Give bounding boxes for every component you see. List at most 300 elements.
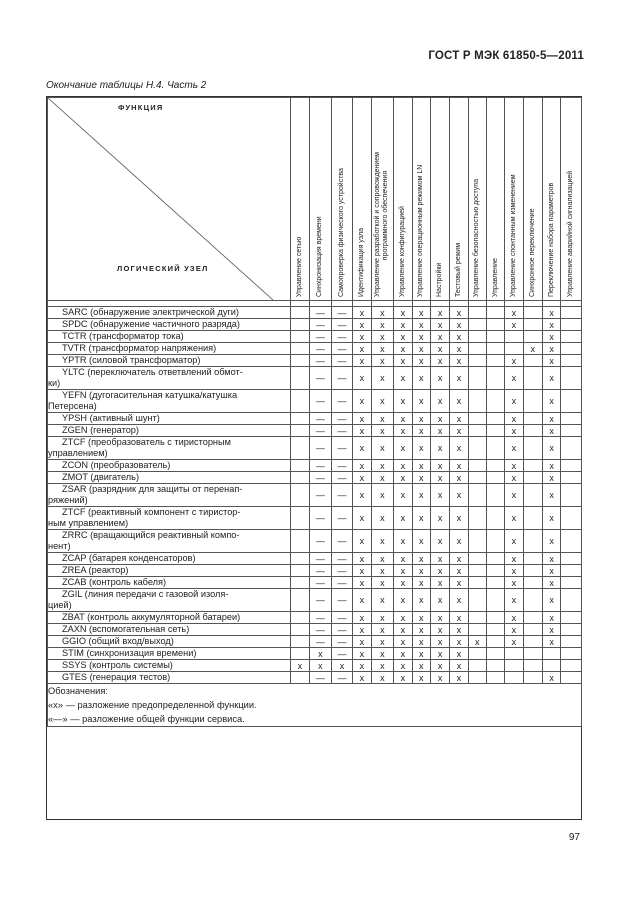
matrix-cell bbox=[468, 484, 486, 507]
logical-node-name bbox=[48, 577, 291, 589]
matrix-cell: x bbox=[412, 413, 430, 425]
matrix-cell: — bbox=[331, 589, 353, 612]
matrix-cell bbox=[561, 390, 582, 413]
matrix-cell: x bbox=[450, 355, 468, 367]
matrix-cell: x bbox=[543, 413, 561, 425]
matrix-cell: — bbox=[331, 307, 353, 319]
table-row bbox=[48, 413, 582, 425]
logical-node-name-line: ZGIL (линия передачи с газовой изоля- bbox=[62, 589, 229, 599]
matrix-cell: x bbox=[371, 472, 394, 484]
table-row bbox=[48, 343, 582, 355]
matrix-cell: x bbox=[394, 648, 412, 660]
matrix-cell: x bbox=[353, 565, 371, 577]
matrix-cell: x bbox=[371, 343, 394, 355]
matrix-cell: x bbox=[450, 460, 468, 472]
matrix-cell: x bbox=[430, 589, 449, 612]
matrix-cell: x bbox=[523, 343, 542, 355]
matrix-cell: x bbox=[543, 367, 561, 390]
matrix-cell: x bbox=[505, 589, 523, 612]
matrix-cell: x bbox=[505, 577, 523, 589]
matrix-cell: x bbox=[450, 331, 468, 343]
matrix-cell bbox=[468, 413, 486, 425]
matrix-cell: x bbox=[412, 425, 430, 437]
matrix-cell: — bbox=[310, 612, 332, 624]
matrix-cell: x bbox=[412, 648, 430, 660]
matrix-cell bbox=[543, 648, 561, 660]
matrix-cell: x bbox=[450, 413, 468, 425]
matrix-cell: x bbox=[394, 472, 412, 484]
matrix-cell bbox=[523, 413, 542, 425]
logical-node-name bbox=[48, 624, 291, 636]
matrix-cell bbox=[486, 331, 504, 343]
table-row bbox=[48, 648, 582, 660]
column-header-label: Управление сетью bbox=[295, 236, 303, 297]
matrix-cell bbox=[523, 660, 542, 672]
matrix-cell bbox=[561, 636, 582, 648]
column-header-label: Управление безопасностью доступа bbox=[473, 179, 481, 297]
logical-node-name-line: SPDC (обнаружение частичного разряда) bbox=[62, 319, 240, 329]
matrix-cell bbox=[486, 589, 504, 612]
matrix-cell: x bbox=[543, 307, 561, 319]
matrix-cell: x bbox=[430, 425, 449, 437]
matrix-cell: x bbox=[394, 530, 412, 553]
matrix-cell: — bbox=[310, 413, 332, 425]
matrix-cell bbox=[543, 660, 561, 672]
matrix-cell bbox=[523, 624, 542, 636]
matrix-cell: x bbox=[505, 507, 523, 530]
matrix-cell: x bbox=[394, 577, 412, 589]
matrix-cell bbox=[523, 553, 542, 565]
matrix-cell: x bbox=[394, 367, 412, 390]
matrix-cell bbox=[523, 460, 542, 472]
matrix-cell: x bbox=[412, 589, 430, 612]
column-header bbox=[430, 98, 449, 301]
matrix-cell bbox=[561, 553, 582, 565]
matrix-cell: x bbox=[371, 636, 394, 648]
logical-node-name bbox=[48, 307, 291, 319]
matrix-cell: x bbox=[412, 484, 430, 507]
table-row bbox=[48, 307, 582, 319]
matrix-cell bbox=[468, 660, 486, 672]
matrix-cell: x bbox=[505, 390, 523, 413]
matrix-cell: x bbox=[430, 437, 449, 460]
logical-node-name-line: YPTR (силовой трансформатор) bbox=[62, 355, 201, 365]
table-row bbox=[48, 553, 582, 565]
matrix-cell: x bbox=[505, 484, 523, 507]
logical-node-name bbox=[48, 612, 291, 624]
matrix-cell: x bbox=[450, 660, 468, 672]
matrix-cell: x bbox=[394, 425, 412, 437]
matrix-cell bbox=[561, 367, 582, 390]
matrix-cell bbox=[561, 319, 582, 331]
matrix-cell: x bbox=[353, 648, 371, 660]
matrix-cell: x bbox=[394, 319, 412, 331]
matrix-cell: x bbox=[430, 307, 449, 319]
matrix-cell: — bbox=[310, 624, 332, 636]
matrix-cell: — bbox=[310, 367, 332, 390]
matrix-cell: x bbox=[353, 437, 371, 460]
matrix-cell bbox=[468, 425, 486, 437]
matrix-cell: x bbox=[412, 672, 430, 684]
notes-row bbox=[48, 684, 582, 727]
legend-notes bbox=[48, 684, 582, 727]
matrix-cell: x bbox=[505, 612, 523, 624]
logical-node-name-line: ки) bbox=[48, 378, 61, 388]
matrix-cell bbox=[505, 648, 523, 660]
logical-node-name-line: цией) bbox=[48, 600, 72, 610]
matrix-cell: — bbox=[310, 484, 332, 507]
matrix-cell: x bbox=[505, 319, 523, 331]
matrix-cell: — bbox=[310, 577, 332, 589]
matrix-cell bbox=[486, 484, 504, 507]
logical-node-name bbox=[48, 319, 291, 331]
matrix-cell: x bbox=[430, 331, 449, 343]
logical-node-name bbox=[48, 437, 291, 460]
matrix-cell: x bbox=[430, 660, 449, 672]
matrix-cell: x bbox=[371, 648, 394, 660]
matrix-cell: x bbox=[412, 530, 430, 553]
logical-node-name bbox=[48, 553, 291, 565]
matrix-cell: — bbox=[331, 612, 353, 624]
matrix-cell bbox=[486, 460, 504, 472]
matrix-cell bbox=[561, 589, 582, 612]
logical-node-name bbox=[48, 648, 291, 660]
matrix-cell bbox=[523, 355, 542, 367]
matrix-cell: x bbox=[394, 331, 412, 343]
matrix-cell bbox=[468, 553, 486, 565]
matrix-cell: x bbox=[353, 624, 371, 636]
logical-node-name bbox=[48, 672, 291, 684]
matrix-cell bbox=[468, 460, 486, 472]
matrix-cell: — bbox=[310, 589, 332, 612]
logical-node-name-line: YLTC (переключатель ответвлений обмот- bbox=[62, 367, 243, 377]
matrix-cell: — bbox=[331, 343, 353, 355]
table-row bbox=[48, 355, 582, 367]
matrix-cell bbox=[290, 307, 309, 319]
matrix-cell: x bbox=[371, 355, 394, 367]
matrix-cell: x bbox=[505, 355, 523, 367]
matrix-cell: x bbox=[450, 636, 468, 648]
table-row bbox=[48, 472, 582, 484]
matrix-cell: x bbox=[505, 307, 523, 319]
matrix-cell: x bbox=[543, 553, 561, 565]
logical-node-name bbox=[48, 565, 291, 577]
matrix-cell bbox=[561, 624, 582, 636]
matrix-cell: x bbox=[450, 390, 468, 413]
matrix-cell bbox=[523, 307, 542, 319]
matrix-cell: x bbox=[412, 612, 430, 624]
matrix-cell bbox=[523, 577, 542, 589]
matrix-cell: x bbox=[450, 425, 468, 437]
matrix-cell: x bbox=[371, 672, 394, 684]
matrix-cell bbox=[468, 648, 486, 660]
matrix-cell bbox=[290, 319, 309, 331]
logical-node-name-line: ZCON (преобразователь) bbox=[62, 460, 171, 470]
matrix-cell bbox=[290, 636, 309, 648]
matrix-cell bbox=[290, 437, 309, 460]
matrix-cell: — bbox=[310, 343, 332, 355]
matrix-cell: x bbox=[430, 472, 449, 484]
matrix-cell bbox=[290, 460, 309, 472]
table-row bbox=[48, 367, 582, 390]
matrix-cell bbox=[561, 355, 582, 367]
table-row bbox=[48, 589, 582, 612]
table-corner-header bbox=[48, 98, 291, 301]
logical-node-name bbox=[48, 530, 291, 553]
table-row bbox=[48, 507, 582, 530]
matrix-cell: x bbox=[412, 437, 430, 460]
logical-node-name-line: нент) bbox=[48, 541, 71, 551]
column-header-label: Настройки bbox=[436, 262, 444, 297]
matrix-cell bbox=[290, 624, 309, 636]
matrix-cell bbox=[523, 648, 542, 660]
matrix-cell bbox=[290, 672, 309, 684]
column-header bbox=[290, 98, 309, 301]
matrix-cell: x bbox=[430, 355, 449, 367]
matrix-cell: — bbox=[310, 319, 332, 331]
column-header bbox=[412, 98, 430, 301]
matrix-cell: — bbox=[331, 565, 353, 577]
matrix-cell bbox=[523, 484, 542, 507]
matrix-cell: x bbox=[412, 660, 430, 672]
logical-node-name-line: YPSH (активный шунт) bbox=[62, 413, 160, 423]
matrix-cell bbox=[468, 624, 486, 636]
matrix-cell bbox=[505, 331, 523, 343]
logical-node-name-line: SSYS (контроль системы) bbox=[62, 660, 173, 670]
matrix-cell bbox=[468, 565, 486, 577]
matrix-cell: x bbox=[394, 660, 412, 672]
matrix-cell bbox=[468, 577, 486, 589]
matrix-cell bbox=[486, 660, 504, 672]
matrix-cell: x bbox=[371, 319, 394, 331]
logical-node-name bbox=[48, 636, 291, 648]
matrix-cell bbox=[561, 343, 582, 355]
table-row bbox=[48, 624, 582, 636]
matrix-cell bbox=[486, 624, 504, 636]
matrix-cell: x bbox=[430, 612, 449, 624]
matrix-cell bbox=[486, 636, 504, 648]
matrix-cell: x bbox=[430, 530, 449, 553]
matrix-cell bbox=[561, 660, 582, 672]
matrix-cell bbox=[468, 331, 486, 343]
logical-node-name-line: ZCAB (контроль кабеля) bbox=[62, 577, 167, 587]
matrix-cell: x bbox=[430, 636, 449, 648]
matrix-cell: x bbox=[394, 413, 412, 425]
matrix-cell: x bbox=[430, 672, 449, 684]
matrix-cell: — bbox=[310, 636, 332, 648]
matrix-cell: x bbox=[450, 672, 468, 684]
matrix-cell: x bbox=[353, 553, 371, 565]
logical-node-name-line: ZTCF (преобразователь с тиристорным bbox=[62, 437, 231, 447]
matrix-cell: — bbox=[331, 355, 353, 367]
matrix-cell bbox=[468, 589, 486, 612]
matrix-cell: x bbox=[412, 624, 430, 636]
matrix-cell: x bbox=[412, 553, 430, 565]
matrix-cell: — bbox=[331, 484, 353, 507]
column-header bbox=[450, 98, 468, 301]
matrix-cell: — bbox=[331, 367, 353, 390]
matrix-cell bbox=[505, 672, 523, 684]
matrix-cell: x bbox=[412, 343, 430, 355]
matrix-cell bbox=[523, 367, 542, 390]
logical-node-name bbox=[48, 507, 291, 530]
matrix-cell bbox=[290, 425, 309, 437]
column-header-label: Управление спонтанным изменением bbox=[509, 174, 517, 297]
matrix-cell: x bbox=[371, 507, 394, 530]
matrix-cell bbox=[523, 636, 542, 648]
matrix-cell: x bbox=[412, 565, 430, 577]
logical-node-name-line: ZAXN (вспомогательная сеть) bbox=[62, 624, 190, 634]
matrix-cell bbox=[486, 507, 504, 530]
logical-node-name-line: GGIO (общий вход/выход) bbox=[62, 636, 174, 646]
column-header-label: Управление разработкой и сопровождением программного обеспечения bbox=[374, 152, 390, 297]
matrix-cell: x bbox=[412, 460, 430, 472]
matrix-cell bbox=[486, 565, 504, 577]
matrix-cell bbox=[290, 530, 309, 553]
matrix-cell: x bbox=[543, 636, 561, 648]
matrix-cell bbox=[290, 589, 309, 612]
matrix-cell: x bbox=[543, 437, 561, 460]
matrix-cell: x bbox=[430, 343, 449, 355]
matrix-cell: x bbox=[505, 460, 523, 472]
matrix-cell: x bbox=[371, 589, 394, 612]
matrix-cell: x bbox=[412, 355, 430, 367]
matrix-cell bbox=[468, 390, 486, 413]
matrix-cell: x bbox=[371, 660, 394, 672]
matrix-cell: — bbox=[331, 672, 353, 684]
table-row bbox=[48, 660, 582, 672]
matrix-cell: — bbox=[310, 390, 332, 413]
column-header-label: Управление bbox=[491, 258, 499, 297]
matrix-cell: x bbox=[371, 307, 394, 319]
matrix-cell: x bbox=[353, 343, 371, 355]
matrix-cell bbox=[486, 390, 504, 413]
matrix-cell: x bbox=[543, 577, 561, 589]
logical-node-name bbox=[48, 343, 291, 355]
matrix-cell: x bbox=[394, 484, 412, 507]
matrix-cell: x bbox=[371, 612, 394, 624]
matrix-cell bbox=[523, 672, 542, 684]
table-row bbox=[48, 636, 582, 648]
table-row bbox=[48, 565, 582, 577]
matrix-cell: — bbox=[310, 331, 332, 343]
matrix-cell bbox=[468, 343, 486, 355]
matrix-cell: x bbox=[430, 319, 449, 331]
corner-label-node: ЛОГИЧЕСКИЙ УЗЕЛ bbox=[117, 264, 209, 273]
matrix-cell: — bbox=[310, 472, 332, 484]
matrix-cell bbox=[561, 577, 582, 589]
matrix-cell: x bbox=[371, 624, 394, 636]
matrix-cell: x bbox=[371, 390, 394, 413]
matrix-cell: x bbox=[412, 319, 430, 331]
matrix-cell bbox=[561, 672, 582, 684]
matrix-cell: x bbox=[331, 660, 353, 672]
logical-node-name bbox=[48, 413, 291, 425]
matrix-cell: — bbox=[310, 565, 332, 577]
matrix-cell: x bbox=[394, 343, 412, 355]
matrix-cell: x bbox=[430, 624, 449, 636]
matrix-cell: x bbox=[394, 636, 412, 648]
column-header bbox=[394, 98, 412, 301]
logical-node-name bbox=[48, 425, 291, 437]
logical-node-name-line: Петерсена) bbox=[48, 401, 97, 411]
column-header bbox=[486, 98, 504, 301]
matrix-cell: x bbox=[450, 472, 468, 484]
matrix-cell: x bbox=[412, 390, 430, 413]
corner-label-function: ФУНКЦИЯ bbox=[118, 103, 164, 112]
table-row bbox=[48, 319, 582, 331]
matrix-cell bbox=[523, 319, 542, 331]
matrix-cell bbox=[486, 672, 504, 684]
matrix-cell bbox=[468, 437, 486, 460]
matrix-cell bbox=[486, 648, 504, 660]
matrix-cell bbox=[468, 355, 486, 367]
matrix-cell bbox=[486, 472, 504, 484]
matrix-cell: — bbox=[331, 577, 353, 589]
table-row bbox=[48, 612, 582, 624]
matrix-cell: x bbox=[371, 437, 394, 460]
column-header bbox=[543, 98, 561, 301]
matrix-cell bbox=[505, 660, 523, 672]
matrix-cell: x bbox=[505, 530, 523, 553]
logical-node-name-line: TCTR (трансформатор тока) bbox=[62, 331, 184, 341]
matrix-cell: x bbox=[505, 624, 523, 636]
matrix-cell: x bbox=[543, 355, 561, 367]
matrix-cell bbox=[561, 648, 582, 660]
matrix-cell bbox=[290, 367, 309, 390]
matrix-cell: x bbox=[353, 367, 371, 390]
matrix-cell: x bbox=[430, 553, 449, 565]
matrix-cell: x bbox=[450, 648, 468, 660]
matrix-cell: — bbox=[331, 390, 353, 413]
matrix-cell bbox=[523, 390, 542, 413]
table-row bbox=[48, 390, 582, 413]
matrix-cell: x bbox=[353, 672, 371, 684]
matrix-cell: — bbox=[331, 648, 353, 660]
matrix-cell: x bbox=[353, 612, 371, 624]
matrix-cell: x bbox=[412, 472, 430, 484]
matrix-cell bbox=[290, 565, 309, 577]
matrix-cell: x bbox=[371, 367, 394, 390]
logical-node-name-line: ZGEN (генератор) bbox=[62, 425, 139, 435]
matrix-cell: x bbox=[353, 460, 371, 472]
table-frame bbox=[46, 96, 582, 820]
matrix-cell: x bbox=[412, 331, 430, 343]
matrix-cell: x bbox=[505, 413, 523, 425]
matrix-cell: x bbox=[412, 507, 430, 530]
matrix-cell: x bbox=[543, 425, 561, 437]
matrix-cell bbox=[523, 589, 542, 612]
matrix-cell bbox=[290, 472, 309, 484]
matrix-cell: x bbox=[543, 672, 561, 684]
matrix-cell: x bbox=[394, 390, 412, 413]
matrix-cell bbox=[505, 343, 523, 355]
matrix-cell: x bbox=[371, 331, 394, 343]
matrix-cell bbox=[290, 507, 309, 530]
matrix-cell bbox=[523, 437, 542, 460]
matrix-cell bbox=[486, 577, 504, 589]
matrix-cell: x bbox=[450, 437, 468, 460]
matrix-cell: — bbox=[310, 672, 332, 684]
matrix-cell bbox=[290, 484, 309, 507]
column-header bbox=[371, 98, 394, 301]
logical-node-name-line: SARC (обнаружение электрической дуги) bbox=[62, 307, 239, 317]
legend-line: «x» — разложение предопределенной функции. bbox=[48, 700, 257, 710]
legend-line: «—» — разложение общей функции сервиса. bbox=[48, 714, 245, 724]
matrix-cell: — bbox=[310, 307, 332, 319]
matrix-cell: x bbox=[450, 530, 468, 553]
matrix-cell: — bbox=[331, 636, 353, 648]
